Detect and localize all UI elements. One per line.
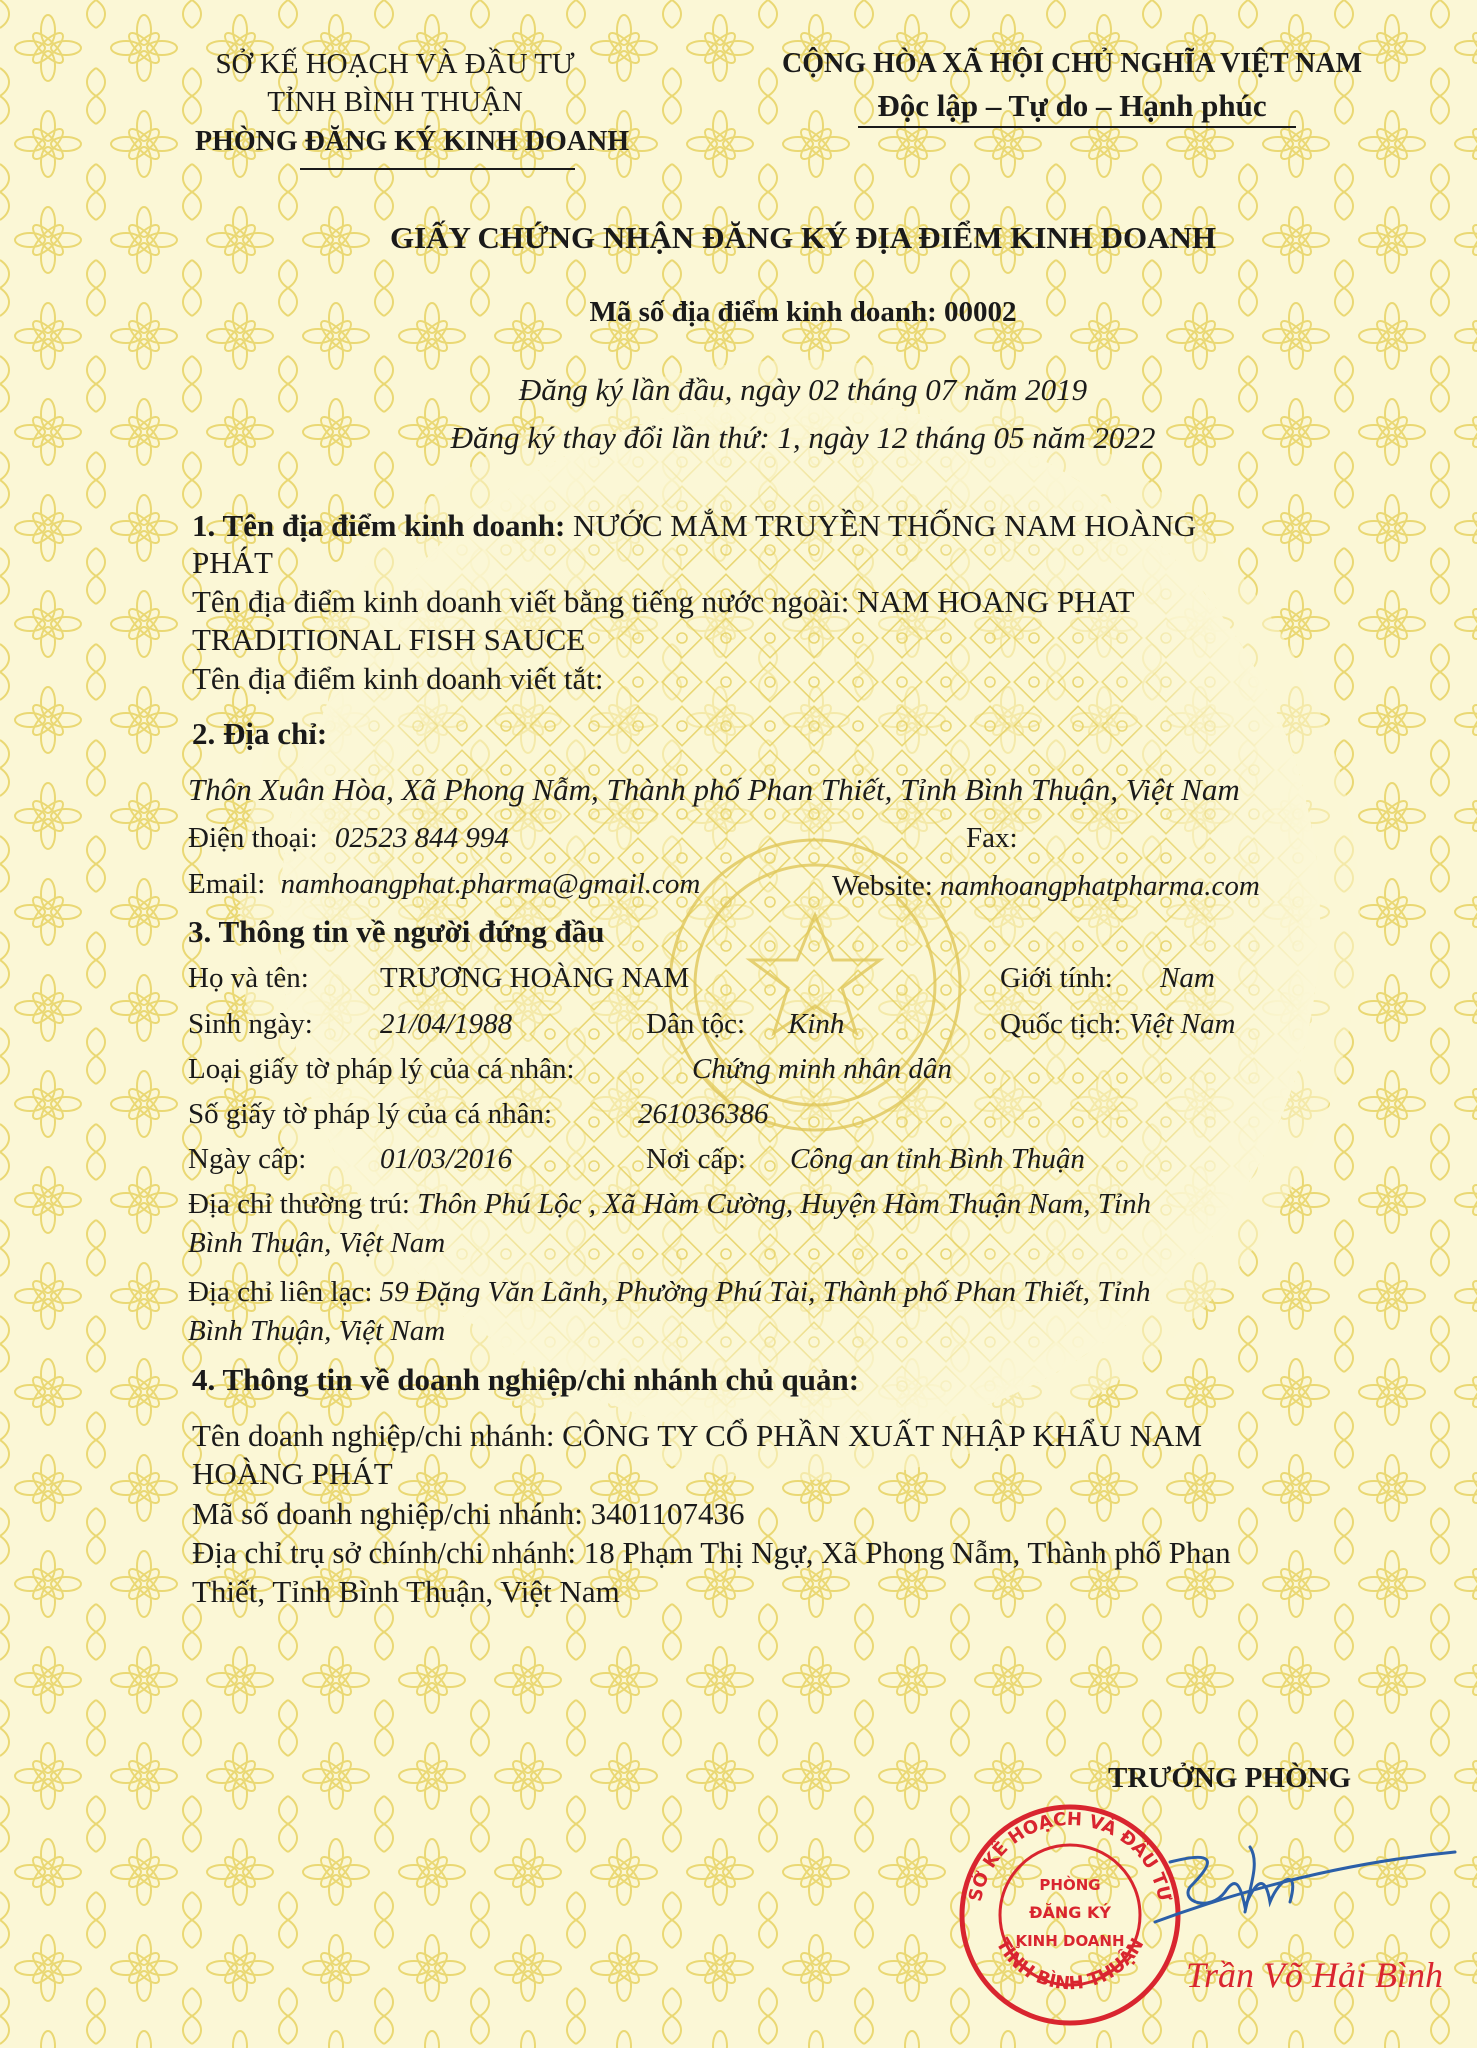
svg-text:TỈNH BÌNH THUẬN: TỈNH BÌNH THUẬN [991,1934,1149,1995]
change-registration-date: Đăng ký thay đổi lần thứ: 1, ngày 12 tháng 05 năm 2022 [450,420,1156,455]
location-name-cont: PHÁT [192,545,273,580]
id-number-value: 261036386 [638,1098,769,1130]
email-label: Email: [188,868,266,900]
section-1-heading: 1. Tên địa điểm kinh doanh: [192,508,566,543]
business-location-code: Mã số địa điểm kinh doanh: 00002 [589,296,1017,328]
nationality-label: Quốc tịch: [1000,1008,1122,1040]
phone-line [188,822,509,855]
phone-label: Điện thoại: [188,822,318,854]
nation-line-1: CỘNG HÒA XÃ HỘI CHỦ NGHĨA VIỆT NAM [781,48,1363,79]
document-title: GIẤY CHỨNG NHẬN ĐĂNG KÝ ĐỊA ĐIỂM KINH DOANH [389,220,1217,255]
svg-text:SỞ KẾ HOẠCH VÀ ĐẦU TƯ: SỞ KẾ HOẠCH VÀ ĐẦU TƯ [965,1808,1175,1904]
parent-company-name-cont: HOÀNG PHÁT [192,1456,393,1491]
permanent-address-line [188,1188,1151,1221]
section-4-heading: 4. Thông tin về doanh nghiệp/chi nhánh chủ quản: [192,1362,860,1397]
handwritten-signature [1150,1832,1460,1942]
parent-company-address: Địa chỉ trụ sở chính/chi nhánh: 18 Phạm Thị Ngự, Xã Phong Nẫm, Thành phố Phan [192,1535,1231,1570]
agency-line-2: TỈNH BÌNH THUẬN [267,86,523,118]
contact-address-label: Địa chỉ liên lạc: [188,1276,373,1308]
nation-motto: Độc lập – Tự do – Hạnh phúc [877,88,1267,123]
email-value: namhoangphat.pharma@gmail.com [280,868,701,900]
svg-text:PHÒNG: PHÒNG [1039,1876,1101,1894]
nationality-value: Việt Nam [1128,1008,1236,1040]
issue-place-label: Nơi cấp: [646,1143,746,1175]
motto-underline [858,126,1296,128]
nationality-line [1000,1008,1235,1041]
email-line [188,868,700,901]
issue-date-label: Ngày cấp: [188,1143,307,1175]
signer-title: TRƯỞNG PHÒNG [1108,1762,1352,1794]
website-label: Website: [832,870,933,902]
location-address: Thôn Xuân Hòa, Xã Phong Nẫm, Thành phố Phan Thiết, Tỉnh Bình Thuận, Việt Nam [188,772,1240,807]
id-number-label: Số giấy tờ pháp lý của cá nhân: [188,1098,553,1130]
foreign-name: NAM HOANG PHAT [857,584,1135,619]
phone-value: 02523 844 994 [334,822,509,854]
issue-date-value: 01/03/2016 [380,1143,513,1175]
permanent-address: Thôn Phú Lộc , Xã Hàm Cường, Huyện Hàm Thuận Nam, Tỉnh [417,1188,1151,1220]
location-name: NƯỚC MẮM TRUYỀN THỐNG NAM HOÀNG [573,508,1197,543]
ethnic-label: Dân tộc: [646,1008,746,1040]
agency-line-3: PHÒNG ĐĂNG KÝ KINH DOANH [195,126,629,157]
signer-name: Trần Võ Hải Bình [1186,1955,1444,1995]
agency-line-1: SỞ KẾ HOẠCH VÀ ĐẦU TƯ [215,48,575,80]
id-type-label: Loại giấy tờ pháp lý của cá nhân: [188,1053,575,1085]
dob-value: 21/04/1988 [380,1008,513,1040]
fax-label: Fax: [966,822,1018,854]
svg-text:ĐĂNG KÝ: ĐĂNG KÝ [1029,1903,1111,1922]
svg-text:KINH DOANH: KINH DOANH [1015,1932,1125,1950]
contact-address-cont: Bình Thuận, Việt Nam [188,1315,446,1347]
short-name-label: Tên địa điểm kinh doanh viết tắt: [192,661,604,696]
head-name-label: Họ và tên: [188,962,309,994]
permanent-address-label: Địa chỉ thường trú: [188,1188,410,1220]
parent-company-address-cont: Thiết, Tỉnh Bình Thuận, Việt Nam [192,1574,620,1609]
section-1-name-line [192,508,1196,544]
dob-label: Sinh ngày: [188,1008,313,1040]
website-value: namhoangphatpharma.com [940,870,1260,902]
foreign-name-cont: TRADITIONAL FISH SAUCE [192,622,586,657]
parent-company-name: Tên doanh nghiệp/chi nhánh: CÔNG TY CỔ PHẦN XUẤT NHẬP KHẨU NAM [192,1418,1203,1453]
contact-address: 59 Đặng Văn Lãnh, Phường Phú Tài, Thành phố Phan Thiết, Tỉnh [379,1276,1151,1308]
gender-label: Giới tính: [1000,962,1113,994]
gender-value: Nam [1160,962,1215,994]
foreign-name-label: Tên địa điểm kinh doanh viết bằng tiếng nước ngoài: [192,584,850,619]
permanent-address-cont: Bình Thuận, Việt Nam [188,1227,446,1259]
first-registration-date: Đăng ký lần đầu, ngày 02 tháng 07 năm 2019 [518,372,1088,407]
ethnic-value: Kinh [788,1008,845,1040]
section-2-heading: 2. Địa chỉ: [192,716,328,751]
issue-place-value: Công an tỉnh Bình Thuận [790,1143,1085,1175]
foreign-name-line [192,584,1134,620]
website-line [832,870,1260,903]
contact-address-line [188,1276,1151,1309]
section-3-heading: 3. Thông tin về người đứng đầu [188,914,605,949]
head-name: TRƯƠNG HOÀNG NAM [380,962,690,994]
agency-underline [300,168,575,170]
parent-company-code: Mã số doanh nghiệp/chi nhánh: 3401107436 [192,1496,745,1531]
id-type-value: Chứng minh nhân dân [692,1053,952,1085]
